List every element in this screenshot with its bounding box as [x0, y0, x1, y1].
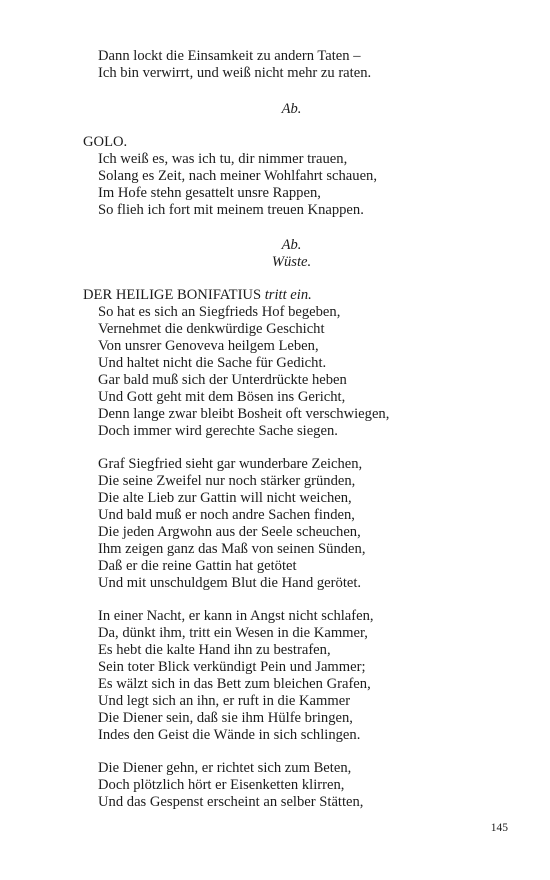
verse-line: Es hebt die kalte Hand ihn zu bestrafen,	[98, 642, 331, 658]
verse-line: Vernehmet die denkwürdige Geschicht	[98, 321, 325, 337]
page-number: 145	[490, 822, 508, 834]
verse-line: Die Diener sein, daß sie ihm Hülfe bringen,	[98, 710, 353, 726]
verse-line: Und Gott geht mit dem Bösen ins Gericht,	[98, 389, 346, 405]
verse-line: Und haltet nicht die Sache für Gedicht.	[98, 355, 327, 371]
verse-line: Denn lange zwar bleibt Bosheit oft verschwiegen,	[98, 406, 390, 422]
verse-line: So hat es sich an Siegfrieds Hof begeben,	[98, 304, 341, 320]
speaker-name: DER HEILIGE BONIFATIUS	[83, 287, 262, 303]
verse-line: In einer Nacht, er kann in Angst nicht schlafen,	[98, 608, 374, 624]
verse-line: Und das Gespenst erscheint an selber Stätten,	[98, 794, 364, 810]
verse-line: Doch immer wird gerechte Sache siegen.	[98, 423, 338, 439]
verse-line: Die jeden Argwohn aus der Seele scheuchen,	[98, 524, 361, 540]
verse-line: So flieh ich fort mit meinem treuen Knappen.	[98, 202, 364, 218]
verse-line: Solang es Zeit, nach meiner Wohlfahrt schauen,	[98, 168, 377, 184]
verse-line: Die alte Lieb zur Gattin will nicht weichen,	[98, 490, 352, 506]
speaker-line	[83, 287, 312, 304]
verse-line: Graf Siegfried sieht gar wunderbare Zeichen,	[98, 456, 363, 472]
verse-line: Ihm zeigen ganz das Maß von seinen Sünden,	[98, 541, 366, 557]
verse-line: Gar bald muß sich der Unterdrückte heben	[98, 372, 347, 388]
stage-direction: Ab.	[281, 101, 302, 117]
verse-line: Und bald muß er noch andre Sachen finden,	[98, 507, 355, 523]
verse-line: Und mit unschuldgem Blut die Hand gerötet.	[98, 575, 362, 591]
verse-line: Ich weiß es, was ich tu, dir nimmer trauen,	[98, 151, 348, 167]
verse-line: Sein toter Blick verkündigt Pein und Jammer;	[98, 659, 366, 675]
verse-line: Die Diener gehn, er richtet sich zum Beten,	[98, 760, 352, 776]
verse-line: Doch plötzlich hört er Eisenketten klirren,	[98, 777, 345, 793]
scene-heading: Wüste.	[271, 254, 312, 270]
stage-direction: Ab.	[281, 237, 302, 253]
verse-line: Dann lockt die Einsamkeit zu andern Taten –	[98, 48, 361, 64]
verse-line: Die seine Zweifel nur noch stärker gründen,	[98, 473, 356, 489]
verse-line: Da, dünkt ihm, tritt ein Wesen in die Kammer,	[98, 625, 368, 641]
speaker-name: GOLO.	[83, 134, 128, 150]
verse-line: Im Hofe stehn gesattelt unsre Rappen,	[98, 185, 321, 201]
verse-line: Und legt sich an ihn, er ruft in die Kammer	[98, 693, 351, 709]
verse-line: Indes den Geist die Wände in sich schlingen.	[98, 727, 361, 743]
verse-line: Daß er die reine Gattin hat getötet	[98, 558, 297, 574]
verse-line: Es wälzt sich in das Bett zum bleichen Grafen,	[98, 676, 371, 692]
stage-direction: tritt ein.	[264, 287, 312, 303]
verse-line: Ich bin verwirrt, und weiß nicht mehr zu raten.	[98, 65, 372, 81]
verse-line: Von unsrer Genoveva heilgem Leben,	[98, 338, 319, 354]
